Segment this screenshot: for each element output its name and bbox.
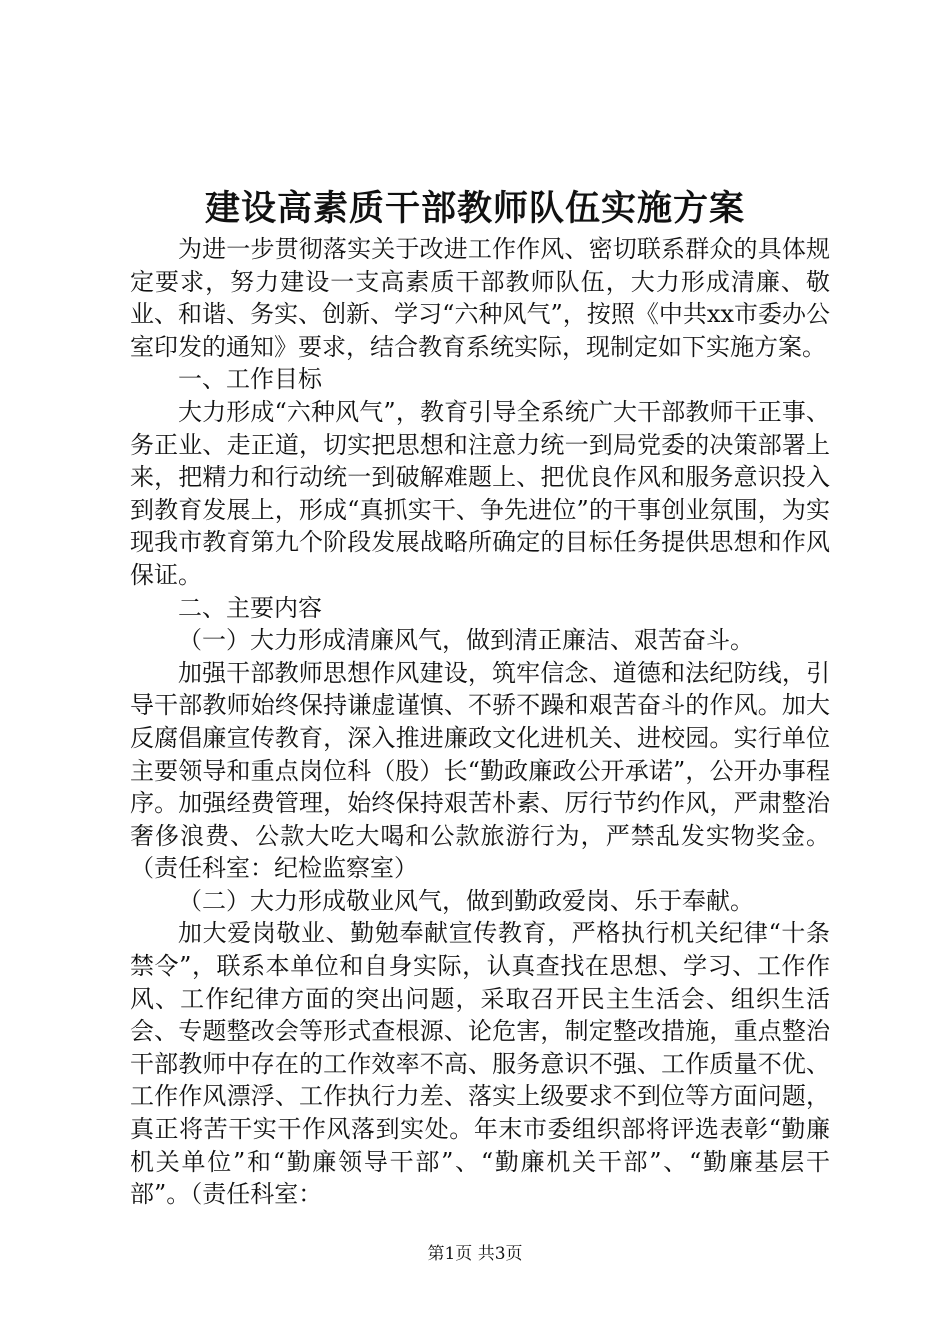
section-heading-goals: 一、工作目标: [178, 365, 322, 394]
integrity-paragraph: 加强干部教师思想作风建设，筑牢信念、道德和法纪防线，引导干部教师始终保持谦虚谨慎、不骄不躁和艰苦奋斗的作风。加大反腐倡廉宣传教育，深入推进廉政文化进机关、进校园。实行单位主要领导和重点岗位科（股）长“勤政廉政公开承诺”，公开办事程序。加强经费管理，始终保持艰苦朴素、厉行节约作风，严肃整治奢侈浪费、公款大吃大喝和公款旅游行为，严禁乱发实物奖金。（责任科室：纪检监察室）: [130, 658, 830, 883]
document-body: [130, 233, 830, 1211]
intro-paragraph: 为进一步贯彻落实关于改进工作作风、密切联系群众的具体规定要求，努力建设一支高素质干部教师队伍，大力形成清廉、敬业、和谐、务实、创新、学习“六种风气”，按照《中共xx市委办公室印发的通知》要求，结合教育系统实际，现制定如下实施方案。: [130, 235, 830, 361]
page-number-footer: 第1页 共3页: [427, 1244, 523, 1264]
subsection-heading-integrity: （一）大力形成清廉风气，做到清正廉洁、艰苦奋斗。: [178, 626, 754, 655]
section-heading-content: 二、主要内容: [178, 593, 322, 622]
goals-paragraph: 大力形成“六种风气”，教育引导全系统广大干部教师干正事、务正业、走正道，切实把思想和注意力统一到局党委的决策部署上来，把精力和行动统一到破解难题上、把优良作风和服务意识投入到教育发展上，形成“真抓实干、争先进位”的干事创业氛围，为实现我市教育第九个阶段发展战略所确定的目标任务提供思想和作风保证。: [130, 397, 830, 589]
document-title: 建设高素质干部教师队伍实施方案: [204, 188, 745, 229]
dedication-paragraph: 加大爱岗敬业、勤勉奉献宣传教育，严格执行机关纪律“十条禁令”，联系本单位和自身实际，认真查找在思想、学习、工作作风、工作纪律方面的突出问题，采取召开民主生活会、组织生活会、专题整改会等形式查根源、论危害，制定整改措施，重点整治干部教师中存在的工作效率不高、服务意识不强、工作质量不优、工作作风漂浮、工作执行力差、落实上级要求不到位等方面问题，真正将苦干实干作风落到实处。年末市委组织部将评选表彰“勤廉机关单位”和“勤廉领导干部”、“勤廉机关干部”、“勤廉基层干部”。（责任科室：: [130, 919, 830, 1209]
subsection-heading-dedication: （二）大力形成敬业风气，做到勤政爱岗、乐于奉献。: [178, 886, 754, 915]
